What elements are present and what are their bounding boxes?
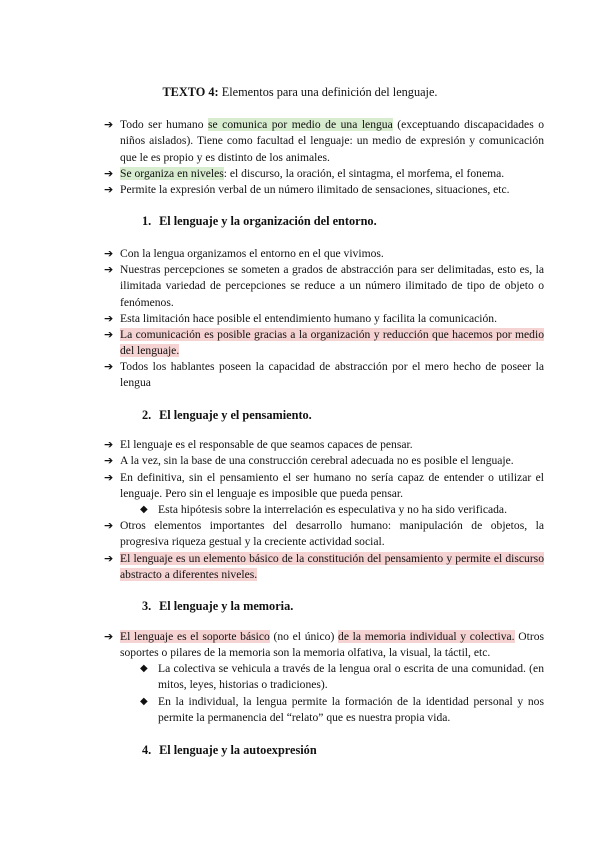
list-item-text xyxy=(120,327,544,360)
list-item-text xyxy=(120,246,544,262)
section-heading xyxy=(142,742,317,758)
arrow-right-icon: ➔ xyxy=(104,247,114,260)
title-text: Elementos para una definición del lenguaje. xyxy=(218,85,438,99)
section-heading-text: El lenguaje y el pensamiento. xyxy=(156,408,312,422)
list-item xyxy=(104,311,544,327)
section-heading-text: El lenguaje y la memoria. xyxy=(156,599,294,613)
list-item xyxy=(104,246,544,262)
text-run: Otros soportes o pilares de la memoria son la memoria olfativa, la visual, la táctil, etc. xyxy=(120,630,545,660)
text-run: Otros elementos importantes del desarrollo humano: manipulación de objetos, la progresiva riqueza gestual y la creciente actividad social. xyxy=(120,519,544,549)
list-item-text xyxy=(158,502,544,518)
list-item xyxy=(104,166,544,182)
arrow-right-icon: ➔ xyxy=(104,118,114,131)
list-item xyxy=(104,262,544,311)
sub-list-item xyxy=(140,661,544,694)
list-item xyxy=(104,327,544,360)
list-item-text xyxy=(158,661,544,694)
list-item-text xyxy=(120,551,544,584)
text-run: Permite la expresión verbal de un número ilimitado de sensaciones, situaciones, etc. xyxy=(120,183,510,196)
text-run: Nuestras percepciones se someten a grados de abstracción para ser delimitadas, esto es, la ilimitada variedad de percepciones se reduce a un número ilimitado de tipo de objeto o fenómenos. xyxy=(120,263,544,309)
diamond-icon: ◆ xyxy=(140,696,148,707)
list-item xyxy=(104,117,544,166)
text-run: Esta hipótesis sobre la interrelación es especulativa y no ha sido verificada. xyxy=(158,503,507,516)
section-heading xyxy=(142,213,377,229)
list-item xyxy=(104,518,544,551)
section-number: 4. xyxy=(142,743,152,757)
arrow-right-icon: ➔ xyxy=(104,263,114,276)
section-heading-text: El lenguaje y la organización del entorno. xyxy=(156,214,377,228)
list-item xyxy=(104,182,544,198)
document-title xyxy=(0,84,600,100)
highlighted-text: se comunica por medio de una lengua xyxy=(208,118,393,131)
sub-list-item xyxy=(140,502,544,518)
arrow-right-icon: ➔ xyxy=(104,360,114,373)
text-run: Esta limitación hace posible el entendimiento humano y facilita la comunicación. xyxy=(120,312,497,325)
text-run: A la vez, sin la base de una construcción cerebral adecuada no es posible el lenguaje. xyxy=(120,454,514,467)
arrow-right-icon: ➔ xyxy=(104,519,114,532)
arrow-right-icon: ➔ xyxy=(104,438,114,451)
list-item-text xyxy=(120,262,544,311)
list-item-text xyxy=(120,437,544,453)
arrow-right-icon: ➔ xyxy=(104,471,114,484)
section-number: 3. xyxy=(142,599,152,613)
highlighted-text: Se organiza en niveles xyxy=(120,167,224,180)
list-item-text xyxy=(120,166,544,182)
list-item-text xyxy=(120,518,544,551)
title-label: TEXTO 4: xyxy=(162,85,219,99)
highlighted-text: La comunicación es posible gracias a la organización y reducción que hacemos por medio del lenguaje. xyxy=(120,328,544,358)
highlighted-text: El lenguaje es un elemento básico de la constitución del pensamiento y permite el discurso abstracto a diferentes niveles. xyxy=(120,552,544,582)
arrow-right-icon: ➔ xyxy=(104,183,114,196)
list-item-text xyxy=(120,629,544,662)
list-item xyxy=(104,359,544,392)
arrow-right-icon: ➔ xyxy=(104,167,114,180)
arrow-right-icon: ➔ xyxy=(104,454,114,467)
list-item xyxy=(104,470,544,503)
text-run: La colectiva se vehicula a través de la lengua oral o escrita de una comunidad. (en mitos, leyes, historias o tradiciones). xyxy=(158,662,544,692)
text-run: Todos los hablantes poseen la capacidad de abstracción por el mero hecho de poseer la lengua xyxy=(120,360,544,390)
section-heading xyxy=(142,407,312,423)
arrow-right-icon: ➔ xyxy=(104,312,114,325)
diamond-icon: ◆ xyxy=(140,663,148,674)
list-item-text xyxy=(120,117,544,166)
arrow-right-icon: ➔ xyxy=(104,552,114,565)
list-item-text xyxy=(158,694,544,727)
arrow-right-icon: ➔ xyxy=(104,328,114,341)
text-run: En definitiva, sin el pensamiento el ser humano no sería capaz de entender o utilizar el lenguaje. Pero sin el lenguaje es imposible que pueda pensar. xyxy=(120,471,544,501)
text-run: (exceptuando discapacidades o niños aislados). Tiene como facultad el lenguaje: un medio de expresión y comunicación que le es propio y es distinto de los animales. xyxy=(120,118,545,164)
list-item-text xyxy=(120,453,544,469)
highlighted-text: de la memoria individual y colectiva. xyxy=(338,630,515,643)
arrow-right-icon: ➔ xyxy=(104,630,114,643)
section-number: 2. xyxy=(142,408,152,422)
list-item-text xyxy=(120,311,544,327)
list-item xyxy=(104,551,544,584)
text-run: En la individual, la lengua permite la formación de la identidad personal y nos permite la permanencia del “relato” que es nuestra propia vida. xyxy=(158,695,544,725)
text-run: Todo ser humano xyxy=(120,118,209,131)
section-heading xyxy=(142,598,293,614)
list-item-text xyxy=(120,182,544,198)
list-item xyxy=(104,453,544,469)
text-run: : el discurso, la oración, el sintagma, el morfema, el fonema. xyxy=(223,167,505,180)
list-item-text xyxy=(120,470,544,503)
text-run: El lenguaje es el responsable de que seamos capaces de pensar. xyxy=(120,438,413,451)
sub-list-item xyxy=(140,694,544,727)
text-run: Con la lengua organizamos el entorno en el que vivimos. xyxy=(120,247,384,260)
section-number: 1. xyxy=(142,214,152,228)
text-run: (no el único) xyxy=(269,630,339,643)
diamond-icon: ◆ xyxy=(140,504,148,515)
list-item xyxy=(104,437,544,453)
section-heading-text: El lenguaje y la autoexpresión xyxy=(156,743,317,757)
list-item-text xyxy=(120,359,544,392)
highlighted-text: El lenguaje es el soporte básico xyxy=(120,630,270,643)
list-item xyxy=(104,629,544,662)
